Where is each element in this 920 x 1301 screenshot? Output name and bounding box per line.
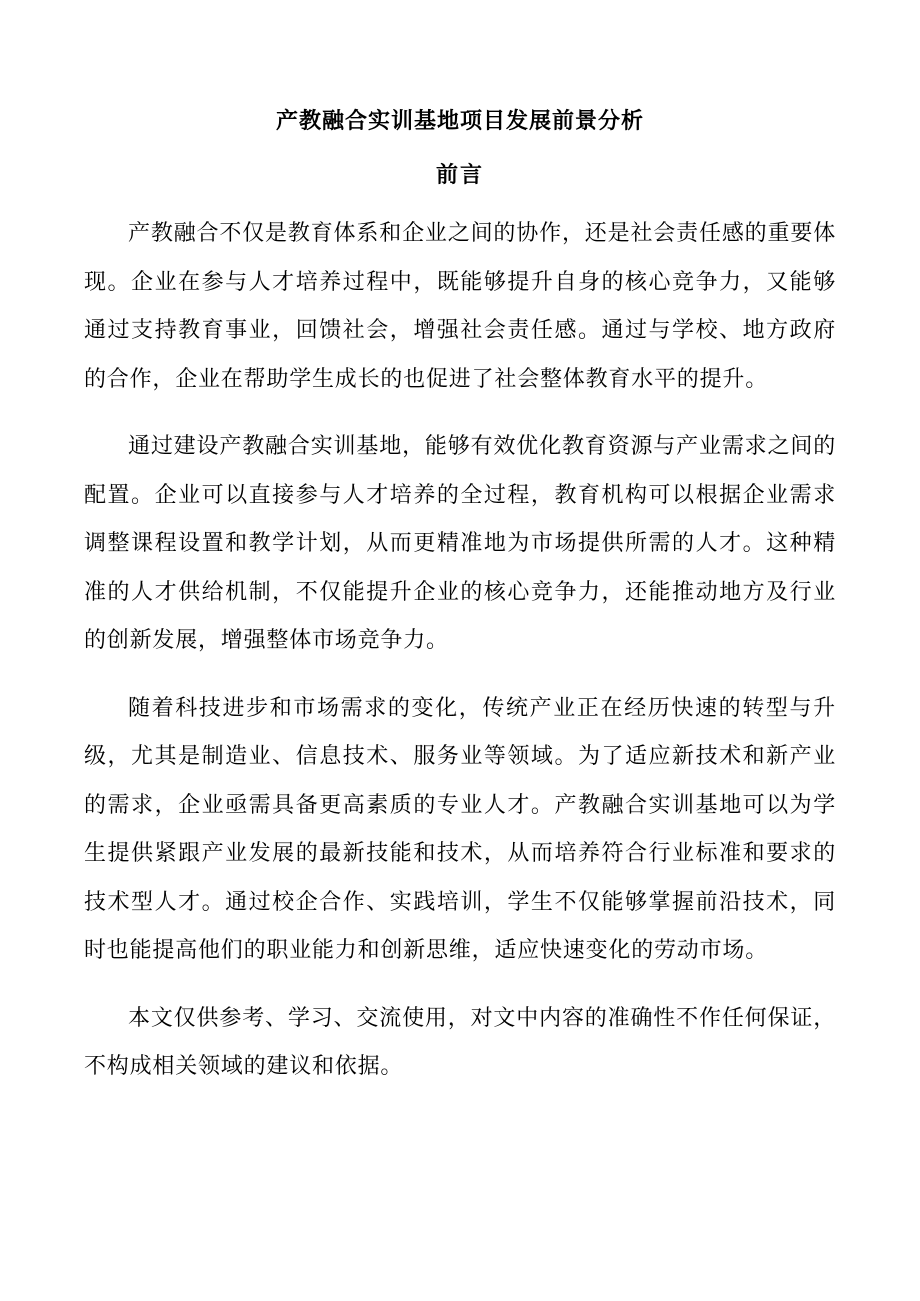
paragraph-2: 通过建设产教融合实训基地，能够有效优化教育资源与产业需求之间的配置。企业可以直接参与人才培养的全过程，教育机构可以根据企业需求调整课程设置和教学计划，从而更精准地为市场提供所需的人才。这种精准的人才供给机制，不仅能提升企业的核心竞争力，还能推动地方及行业的创新发展，增强整体市场竞争力。 (84, 434, 836, 653)
section-heading-preface: 前言 (435, 162, 484, 188)
paragraph-3: 随着科技进步和市场需求的变化，传统产业正在经历快速的转型与升级，尤其是制造业、信息技术、服务业等领域。为了适应新技术和新产业的需求，企业亟需具备更高素质的专业人才。产教融合实训基地可以为学生提供紧跟产业发展的最新技能和技术，从而培养符合行业标准和要求的技术型人才。通过校企合作、实践培训，学生不仅能够掌握前沿技术，同时也能提高他们的职业能力和创新思维，适应快速变化的劳动市场。 (84, 695, 836, 963)
paragraph-4-disclaimer: 本文仅供参考、学习、交流使用，对文中内容的准确性不作任何保证，不构成相关领域的建议和依据。 (84, 1005, 836, 1079)
paragraph-1: 产教融合不仅是教育体系和企业之间的协作，还是社会责任感的重要体现。企业在参与人才培养过程中，既能够提升自身的核心竞争力，又能够通过支持教育事业，回馈社会，增强社会责任感。通过与学校、地方政府的合作，企业在帮助学生成长的也促进了社会整体教育水平的提升。 (84, 221, 836, 392)
document-title: 产教融合实训基地项目发展前景分析 (275, 108, 644, 134)
